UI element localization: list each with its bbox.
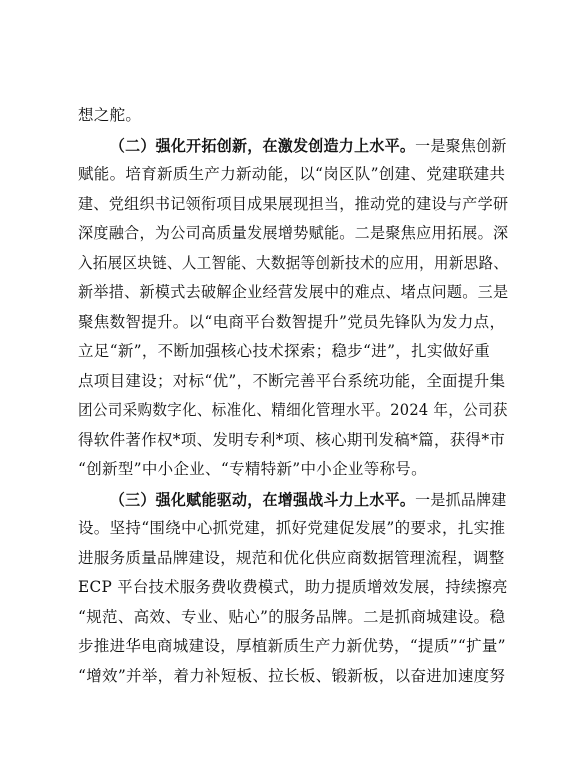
text-line <box>78 455 508 485</box>
text-line <box>78 396 508 426</box>
line-text: 得软件著作权*项、发明专利*项、核心期刊发稿*篇，获得*市 <box>78 430 506 449</box>
line-text: 进服务质量品牌建设，规范和优化供应商数据管理流程，调整 <box>78 548 505 567</box>
text-line <box>78 219 509 249</box>
line-text: 团公司采购数字化、标准化、精细化管理水平。2024 年，公司获 <box>78 401 508 419</box>
line-text: “规范、高效、专业、贴心”的服务品牌。二是抓商城建设。稳 <box>78 607 506 626</box>
line-text: 立足“新”，不断加强核心技术探索；稳步“进”，扎实做好重 <box>78 342 491 360</box>
section-heading-line <box>78 485 507 515</box>
line-text: 一是抓品牌建 <box>415 490 507 509</box>
line-text: 新举措、新模式去破解企业经营发展中的难点、堵点问题。三是 <box>78 283 509 301</box>
text-line <box>78 308 508 338</box>
text-line <box>78 632 508 662</box>
text-line <box>78 544 508 574</box>
section-heading-2: （二）强化开拓创新，在激发创造力上水平。 <box>109 135 416 155</box>
text-line <box>78 337 508 367</box>
text-line <box>78 190 509 220</box>
text-line <box>78 514 508 544</box>
line-text: 想之舵。 <box>78 106 142 124</box>
text-line <box>78 101 508 131</box>
text-line <box>78 278 509 308</box>
line-text: 步推进华电商城建设，厚植新质生产力新优势，“提质”“扩量” <box>78 637 506 655</box>
text-line <box>78 426 508 456</box>
line-text: “创新型”中小企业、“专精特新”中小企业等称号。 <box>78 460 427 478</box>
line-text: 点项目建设；对标“优”，不断完善平台系统功能，全面提升集 <box>78 371 506 390</box>
line-text: 入拓展区块链、人工智能、大数据等创新技术的应用，用新思路、 <box>78 253 509 272</box>
text-line <box>78 603 508 633</box>
line-text: 赋能。培育新质生产力新动能，以“岗区队”创建、党建联建共 <box>78 165 506 183</box>
text-line <box>78 249 509 279</box>
text-line <box>78 662 508 692</box>
text-line <box>78 367 508 397</box>
line-text: ECP 平台技术服务费收费模式，助力提质增效发展，持续擦亮 <box>78 578 508 596</box>
text-line <box>78 573 508 603</box>
text-line <box>78 160 508 190</box>
line-text: 设。坚持“围绕中心抓党建，抓好党建促发展”的要求，扎实推 <box>78 519 506 537</box>
section-heading-line <box>78 131 507 161</box>
line-text: 聚焦数智提升。以“电商平台数智提升”党员先锋队为发力点， <box>78 312 506 331</box>
section-heading-3: （三）强化赋能驱动，在增强战斗力上水平。 <box>109 489 416 509</box>
document-body <box>78 101 508 691</box>
line-text: 一是聚焦创新 <box>415 136 507 155</box>
line-text: 建、党组织书记领衔项目成果展现担当，推动党的建设与产学研 <box>78 194 509 213</box>
line-text: 深度融合，为公司高质量发展增势赋能。二是聚焦应用拓展。深 <box>78 224 509 242</box>
line-text: “增效”并举，着力补短板、拉长板、锻新板，以奋进加速度努 <box>78 666 506 685</box>
